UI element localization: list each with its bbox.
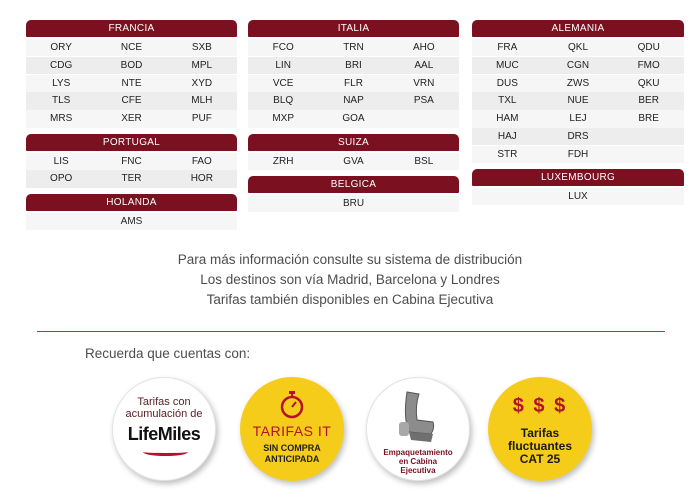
airport-code: CGN [566,59,590,71]
airport-row [472,146,684,163]
airport-code: MLH [191,95,213,107]
airport-code: BRU [342,197,365,209]
airport-code: FDH [567,148,589,160]
airport-list [248,195,459,212]
airport-code: NAP [343,95,364,107]
empaquetamiento-line-3: Ejecutiva [400,466,436,475]
dollar-icon: $ $ $ [512,395,568,417]
airport-list [26,153,237,188]
airport-code: LYS [52,77,71,89]
airport-row [248,153,459,170]
airport-row [472,110,684,127]
country-header: SUIZA [248,134,459,151]
airport-list [248,153,459,170]
airport-code: QDU [637,42,660,53]
country-header: HOLANDA [26,194,237,211]
airport-row [26,153,237,170]
airport-code: VCE [272,77,294,89]
empaquetamiento-line-1: Empaquetamiento [383,448,453,457]
country-header: LUXEMBOURG [472,169,684,186]
lifemiles-caption [113,396,215,420]
country-group [26,134,237,188]
airport-code: PUF [191,113,212,125]
country-header: BELGICA [248,176,459,193]
airport-code: AHO [412,42,435,53]
remember-heading: Recuerda que cuentas con: [85,346,251,361]
lifemiles-swoosh-icon [143,448,188,456]
divider [37,331,665,332]
airport-row [472,92,684,109]
airport-row [26,92,237,109]
country-header: FRANCIA [26,20,237,37]
airport-code: FMO [637,59,660,71]
airport-code: LUX [568,191,588,203]
fluctuantes-text [488,427,592,466]
airport-code: LIS [53,155,69,167]
tarifas-it-subtitle [240,443,344,465]
airport-code: GVA [343,155,364,167]
empaquetamiento-line-2: en Cabina [398,457,438,466]
airport-row [472,57,684,74]
country-header: ALEMANIA [472,20,684,37]
airport-code: VRN [413,77,435,89]
airport-code: HAM [496,113,519,125]
airport-code: BSL [414,155,434,167]
airport-row [248,57,459,74]
airport-code: NTE [121,77,142,89]
airport-code: XYD [191,77,213,89]
airport-row [248,110,459,127]
lifemiles-logo: LifeMiles [127,424,201,444]
airport-code: OPO [50,173,73,185]
airport-list [472,188,684,205]
airport-code: FNC [121,155,142,167]
airport-code [389,110,459,127]
country-header: PORTUGAL [26,134,237,151]
country-group [248,20,459,128]
tarifas-it-title: TARIFAS IT [252,423,332,439]
airport-list [26,213,237,230]
airport-code: XER [121,113,142,125]
airport-code: GOA [342,113,365,125]
country-group [248,176,459,212]
airport-code: FRA [497,42,518,53]
fluctuantes-badge [488,377,592,481]
airport-code: CDG [50,59,73,71]
airport-code: LIN [275,59,291,71]
airport-code: ZRH [272,155,294,167]
airport-code: FAO [191,155,212,167]
fluctuantes-line-3: CAT 25 [519,452,561,466]
airport-code: HAJ [497,130,517,142]
airport-code: TLS [51,95,71,107]
lifemiles-caption-line-1: Tarifas con [137,396,191,408]
fluctuantes-line-2: fluctuantes [507,439,572,453]
info-line-2: Los destinos son vía Madrid, Barcelona y Londres [200,272,500,287]
airport-code: NUE [567,95,589,107]
airport-code: BRE [638,113,659,125]
airport-code: TRN [343,42,364,53]
airport-code: SXB [191,42,212,53]
stopwatch-icon [280,391,304,419]
tarifas-it-line-1: SIN COMPRA [263,443,321,453]
info-line-3: Tarifas también disponibles en Cabina Ejecutiva [206,292,494,307]
airport-code: BOD [120,59,143,71]
column-right [472,20,684,211]
tarifas-it-badge [240,377,344,481]
airport-code: MUC [495,59,519,71]
airport-row [248,92,459,109]
airport-code: STR [497,148,518,160]
country-group [26,194,237,230]
airport-code: NCE [120,42,143,53]
airport-code: BRI [345,59,362,71]
airport-code: BLQ [273,95,294,107]
airport-code: MRS [50,113,73,125]
column-middle [248,20,459,218]
country-header: ITALIA [248,20,459,37]
airport-code: PSA [413,95,434,107]
airport-code [613,128,684,145]
country-group [472,169,684,205]
airport-code: AAL [414,59,434,71]
country-group [248,134,459,170]
airport-code: BER [638,95,659,107]
airport-code [613,146,684,163]
info-line-1: Para más información consulte su sistema de distribución [177,252,523,267]
airport-row [472,128,684,145]
lifemiles-badge [112,377,216,481]
seat-icon [393,388,445,446]
country-group [472,20,684,163]
airport-code: ZWS [566,77,590,89]
airport-row [26,75,237,92]
airport-row [248,195,459,212]
airport-list [248,39,459,128]
airport-code: LEJ [569,113,587,125]
empaquetamiento-badge [366,377,470,481]
airport-row [248,75,459,92]
airport-code: CFE [121,95,142,107]
info-text [0,250,700,310]
airport-code: DRS [567,130,589,142]
airport-row [472,75,684,92]
airport-row [26,110,237,127]
airport-list [26,39,237,128]
airport-code: TXL [498,95,517,107]
airport-code: DUS [496,77,518,89]
lifemiles-caption-line-2: acumulación de [125,408,203,420]
fluctuantes-line-1: Tarifas [520,426,560,440]
airport-code: QKL [568,42,589,53]
airport-code: HOR [190,173,213,185]
airport-code: MPL [191,59,213,71]
airport-code: MXP [272,113,294,125]
column-left [26,20,237,236]
airport-code: AMS [120,215,143,227]
airport-code: FCO [272,42,294,53]
airport-row [248,39,459,56]
tarifas-it-line-2: ANTICIPADA [264,454,320,464]
airport-code: TER [121,173,142,185]
airport-row [26,39,237,56]
airport-code: QKU [637,77,660,89]
airport-code: FLR [344,77,363,89]
airport-row [472,39,684,56]
country-group [26,20,237,128]
airport-row [26,57,237,74]
empaquetamiento-text [367,448,469,475]
airport-row [472,188,684,205]
airport-list [472,39,684,163]
airport-row [26,213,237,230]
airport-code: ORY [50,42,72,53]
airport-row [26,170,237,187]
